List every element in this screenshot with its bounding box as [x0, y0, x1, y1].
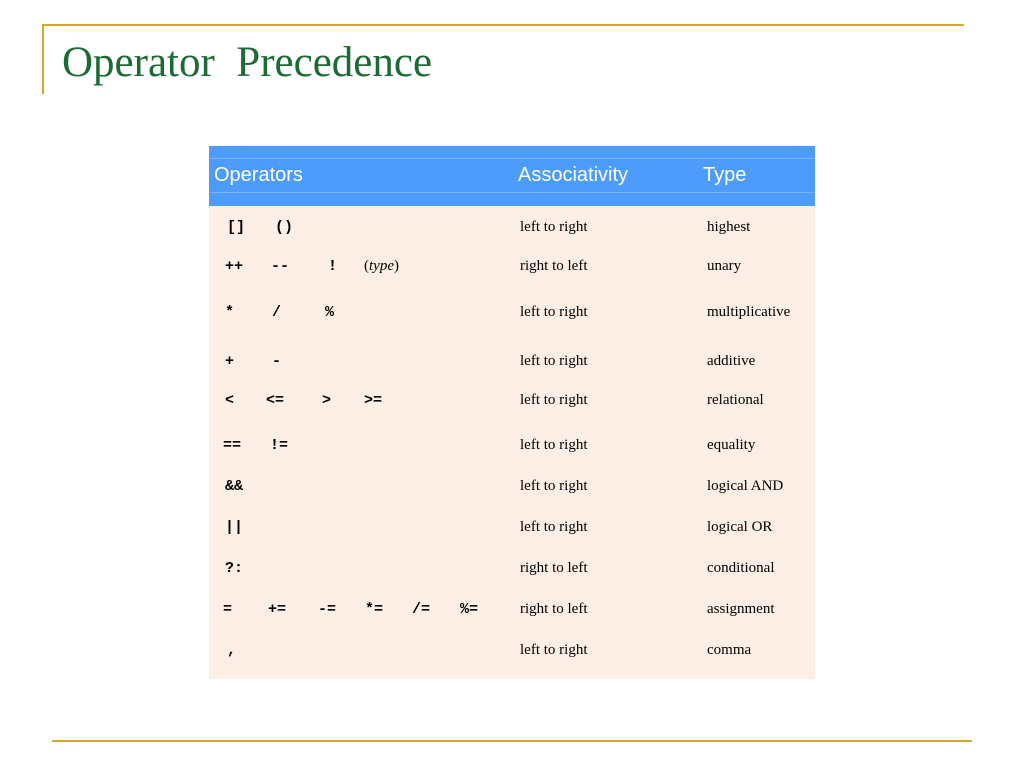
associativity-cell: left to right	[520, 519, 588, 535]
operator: -	[272, 353, 282, 370]
associativity-cell: left to right	[520, 304, 588, 320]
associativity-cell: left to right	[520, 478, 588, 494]
cast-paren: )	[393, 258, 399, 274]
header-associativity: Associativity	[518, 164, 629, 186]
slide-title: Operator Precedence	[62, 39, 433, 86]
operator: ,	[227, 642, 237, 659]
operator: ||	[225, 519, 244, 536]
operator: %	[325, 304, 335, 321]
operator: =	[223, 601, 233, 618]
operator: <=	[266, 392, 285, 409]
operator: --	[271, 258, 290, 275]
operator: +	[225, 353, 235, 370]
type-cell: highest	[707, 219, 751, 235]
associativity-cell: left to right	[520, 642, 588, 658]
operator: <	[225, 392, 235, 409]
type-cell: multiplicative	[707, 304, 791, 320]
operator: %=	[460, 601, 479, 618]
operator: >=	[364, 392, 383, 409]
bottom-rule	[52, 740, 972, 742]
operator: ==	[223, 437, 242, 454]
associativity-cell: right to left	[520, 560, 588, 576]
left-rule	[42, 24, 44, 94]
type-cell: logical OR	[707, 519, 773, 535]
type-cell: equality	[707, 437, 756, 453]
associativity-cell: left to right	[520, 353, 588, 369]
associativity-cell: left to right	[520, 437, 588, 453]
operator: -=	[318, 601, 337, 618]
top-rule	[42, 24, 964, 26]
operator: +=	[268, 601, 287, 618]
type-cell: comma	[707, 642, 752, 658]
type-cell: additive	[707, 353, 756, 369]
operator: ?:	[225, 560, 244, 577]
operator: &&	[225, 478, 244, 495]
type-cell: assignment	[707, 601, 775, 617]
type-cell: logical AND	[707, 478, 784, 494]
operator: !=	[270, 437, 289, 454]
associativity-cell: left to right	[520, 219, 588, 235]
precedence-table	[209, 146, 815, 679]
type-cast-operator	[364, 258, 399, 275]
type-cell: relational	[707, 392, 764, 408]
type-cell: conditional	[707, 560, 775, 576]
header-divider	[209, 158, 815, 159]
operator: *	[225, 304, 235, 321]
associativity-cell: left to right	[520, 392, 588, 408]
operator: /	[272, 304, 282, 321]
operator: ()	[275, 219, 294, 236]
associativity-cell: right to left	[520, 258, 588, 274]
operator: []	[227, 219, 246, 236]
type-cell: unary	[707, 258, 742, 274]
header-type: Type	[703, 164, 747, 186]
operator: >	[322, 392, 332, 409]
operator: *=	[365, 601, 384, 618]
table-header	[209, 146, 815, 206]
cast-type-word: type	[369, 258, 394, 274]
operator: !	[328, 258, 338, 275]
header-operators: Operators	[214, 164, 303, 186]
operator: /=	[412, 601, 431, 618]
associativity-cell: right to left	[520, 601, 588, 617]
operator: ++	[225, 258, 244, 275]
cast-paren: (	[364, 258, 369, 274]
header-divider	[209, 192, 815, 193]
